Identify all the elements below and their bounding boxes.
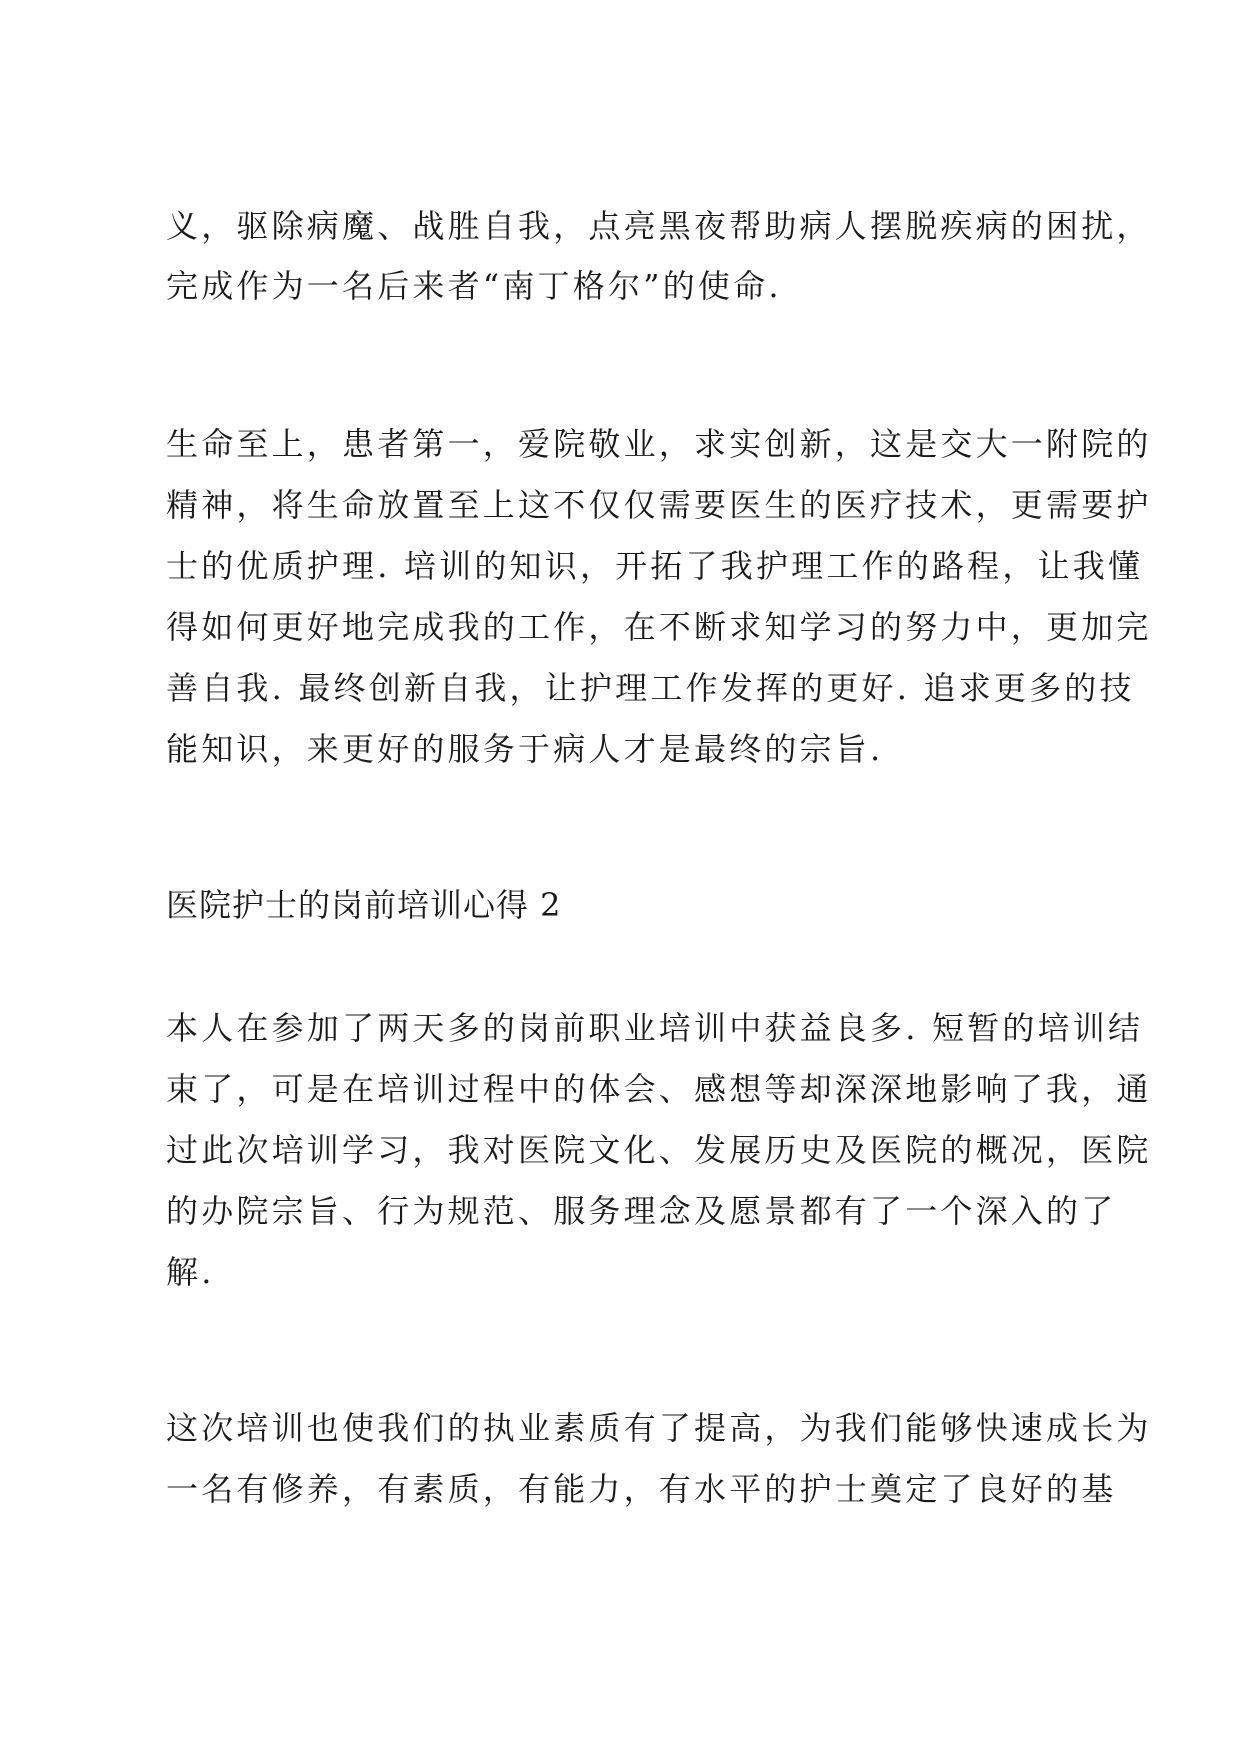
- paragraph-4-line-2: 一名有修养，有素质，有能力，有水平的护士奠定了良好的基: [166, 1470, 1117, 1508]
- section-heading: 医院护士的岗前培训心得 2: [166, 886, 562, 924]
- paragraph-1-line-1: 义，驱除病魔、战胜自我，点亮黑夜帮助病人摆脱疾病的困扰，: [166, 207, 1152, 245]
- paragraph-3-line-5: 解.: [166, 1253, 215, 1291]
- paragraph-2-line-5: 善自我. 最终创新自我，让护理工作发挥的更好. 追求更多的技: [166, 669, 1135, 707]
- paragraph-3-line-3: 过此次培训学习，我对医院文化、发展历史及医院的概况，医院: [166, 1131, 1152, 1169]
- paragraph-2-line-6: 能知识，来更好的服务于病人才是最终的宗旨.: [166, 730, 884, 768]
- paragraph-2-line-2: 精神，将生命放置至上这不仅仅需要医生的医疗技术，更需要护: [166, 486, 1152, 524]
- paragraph-3-line-4: 的办院宗旨、行为规范、服务理念及愿景都有了一个深入的了: [166, 1192, 1117, 1230]
- paragraph-2-line-3: 士的优质护理. 培训的知识，开拓了我护理工作的路程，让我懂: [166, 547, 1144, 585]
- paragraph-3-line-1: 本人在参加了两天多的岗前职业培训中获益良多. 短暂的培训结: [166, 1009, 1144, 1047]
- paragraph-4-line-1: 这次培训也使我们的执业素质有了提高，为我们能够快速成长为: [166, 1409, 1152, 1447]
- paragraph-1-line-2: 完成作为一名后来者“南丁格尔”的使命.: [166, 267, 782, 305]
- paragraph-3-line-2: 束了，可是在培训过程中的体会、感想等却深深地影响了我，通: [166, 1070, 1152, 1108]
- paragraph-2-line-1: 生命至上，患者第一，爱院敬业，求实创新，这是交大一附院的: [166, 425, 1152, 463]
- paragraph-2-line-4: 得如何更好地完成我的工作，在不断求知学习的努力中，更加完: [166, 608, 1152, 646]
